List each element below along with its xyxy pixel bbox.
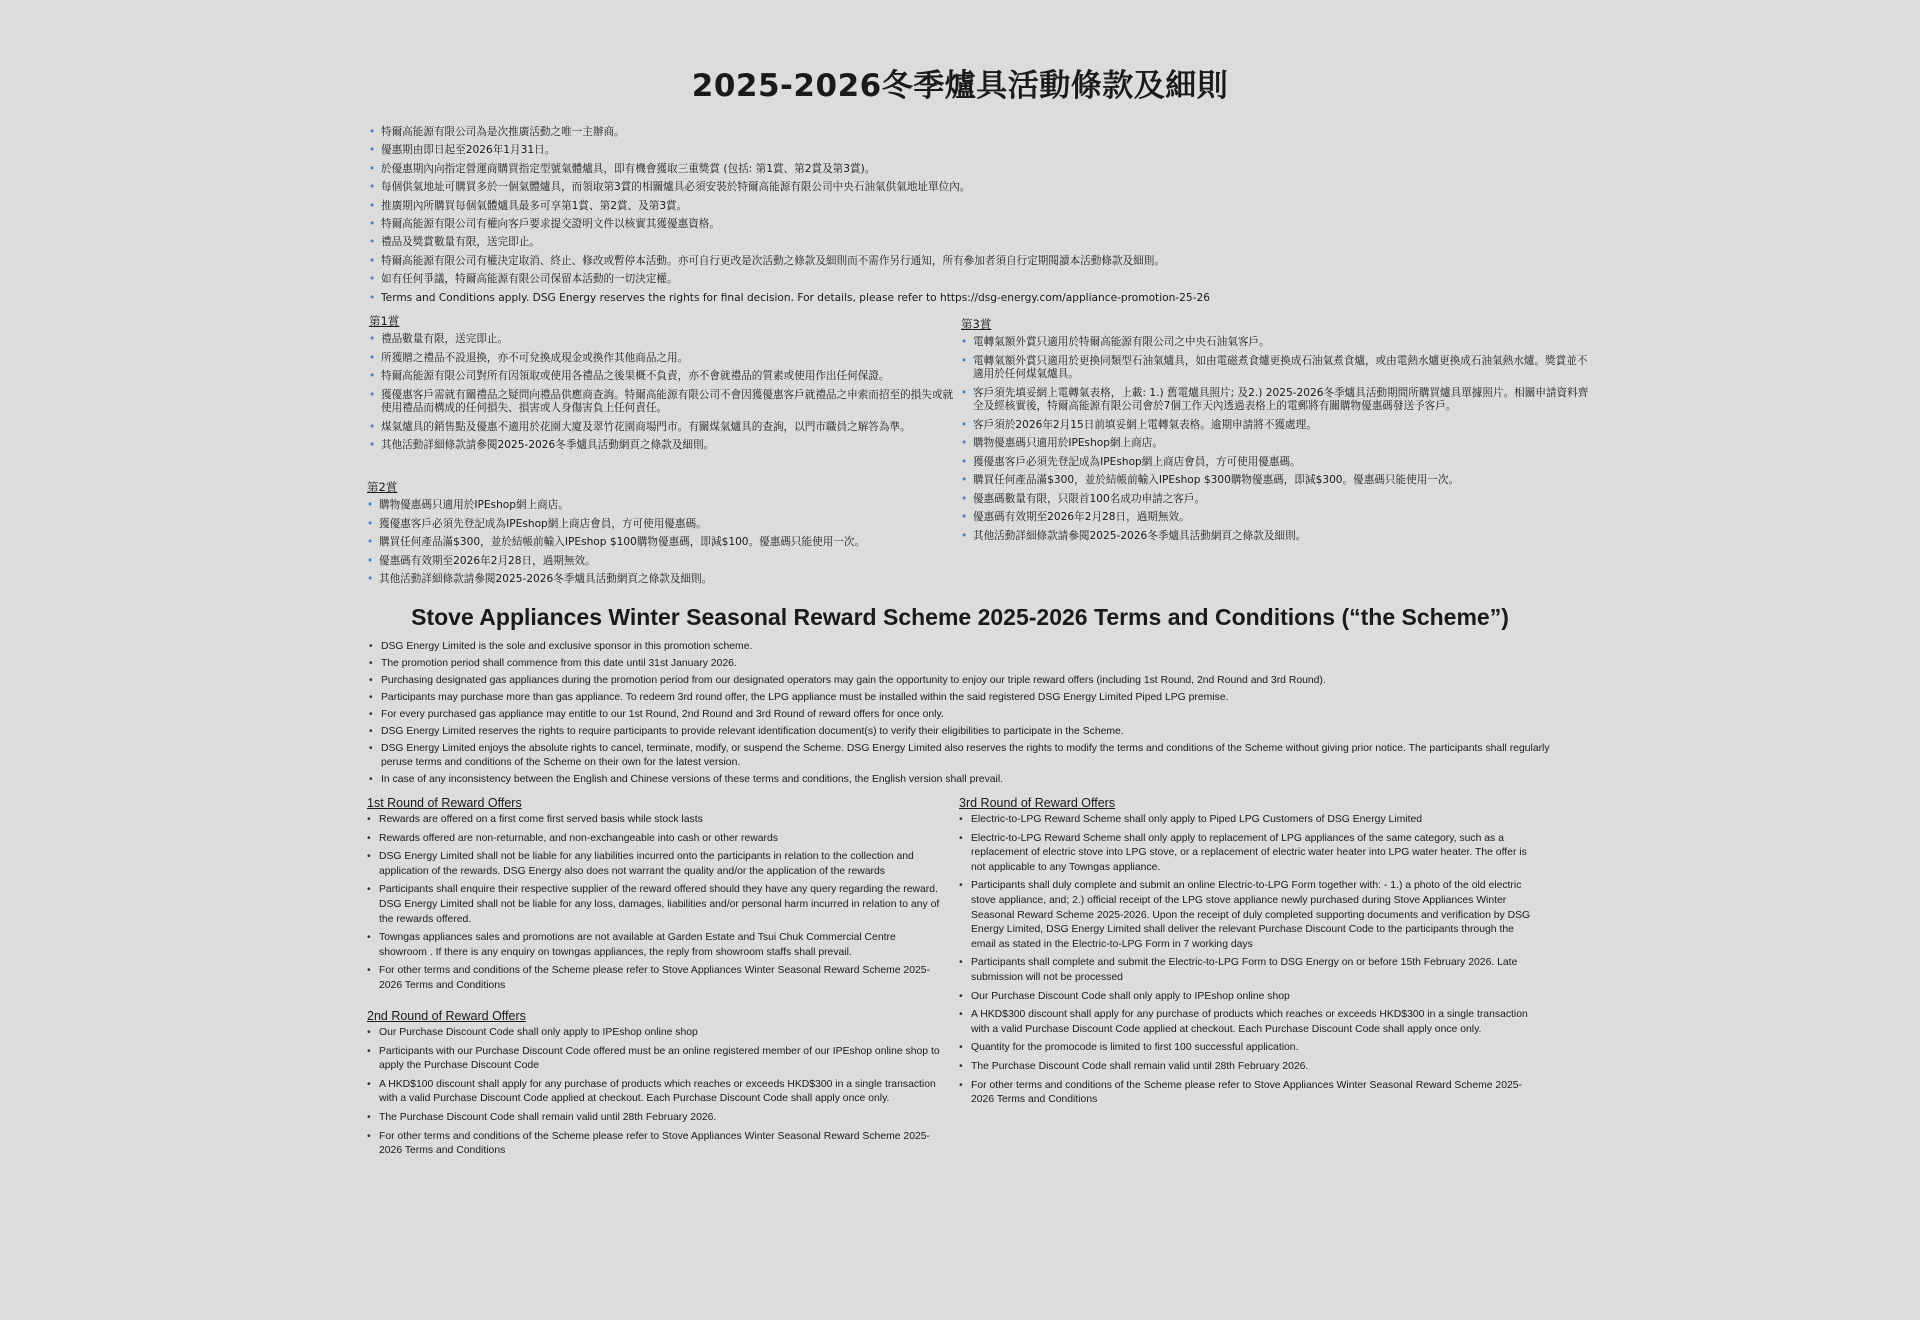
list-item: • 電轉氣額外賞只適用於更換同類型石油氣爐具，如由電磁煮食爐更換成石油氣煮食爐，或由電熱水爐更換成石油氣熱水爐。獎賞並不適用於任何煤氣爐具。 (961, 355, 1589, 382)
english-round2-heading: 2nd Round of Reward Offers (367, 1009, 526, 1023)
list-item: • 推廣期內所購買每個氣體爐具最多可享第1賞、第2賞、及第3賞。 (369, 197, 1589, 215)
list-item: • Our Purchase Discount Code shall only apply to IPEshop online shop (367, 1026, 943, 1041)
list-item: • 如有任何爭議，特爾高能源有限公司保留本活動的一切決定權。 (369, 270, 1589, 288)
list-item: • The Purchase Discount Code shall remain valid until 28th February 2026. (367, 1111, 943, 1126)
list-item: • Participants shall enquire their respective supplier of the reward offered should they have any query regarding the reward. DSG Energy Limited shall not be liable for any loss, damages, liabilities and/or personal harm incurred in relation to any of the rewards offered. (367, 883, 943, 927)
list-item: • For other terms and conditions of the Scheme please refer to Stove Appliances Winter Seasonal Reward Scheme 2025-2026 Terms and Conditions (959, 1079, 1535, 1108)
list-item: • Electric-to-LPG Reward Scheme shall only apply to Piped LPG Customers of DSG Energy Limited (959, 813, 1535, 828)
english-title: Stove Appliances Winter Seasonal Reward Scheme 2025-2026 Terms and Conditions (“the Scheme”) (411, 604, 1509, 630)
chinese-round3-heading: 第3賞 (961, 317, 992, 331)
list-item: • 電轉氣額外賞只適用於特爾高能源有限公司之中央石油氣客戶。 (961, 336, 1589, 350)
list-item: • Participants may purchase more than gas appliance. To redeem 3rd round offer, the LPG appliance must be installed within the said registered DSG Energy Limited Piped LPG premise. (369, 691, 1564, 705)
list-item: • Terms and Conditions apply. DSG Energy reserves the rights for final decision. For details, please refer to https://dsg-energy.com/appliance-promotion-25-26 (369, 289, 1589, 307)
list-item: • 禮品數量有限，送完即止。 (369, 333, 959, 347)
english-round3-section (959, 796, 1535, 1112)
english-general-terms (369, 640, 1564, 790)
chinese-title: 2025-2026冬季爐具活動條款及細則 (691, 68, 1229, 104)
list-item: • In case of any inconsistency between the English and Chinese versions of these terms and conditions, the English version shall prevail. (369, 773, 1564, 787)
english-round1-heading: 1st Round of Reward Offers (367, 796, 522, 810)
chinese-round2-section (367, 479, 957, 592)
chinese-round1-section (369, 313, 959, 458)
list-item: • 特爾高能源有限公司為是次推廣活動之唯一主辦商。 (369, 123, 1589, 141)
list-item: • For other terms and conditions of the Scheme please refer to Stove Appliances Winter Seasonal Reward Scheme 2025-2026 Terms and Conditions (367, 1130, 943, 1159)
list-item: • The promotion period shall commence from this date until 31st January 2026. (369, 657, 1564, 671)
chinese-round1-list (369, 333, 959, 453)
english-round2-section (367, 1009, 943, 1163)
list-item: • 優惠碼數量有限，只限首100名成功申請之客戶。 (961, 493, 1589, 507)
chinese-round2-heading: 第2賞 (367, 480, 398, 494)
list-item: • 特爾高能源有限公司有權決定取消、終止、修改或暫停本活動。亦可自行更改是次活動之條款及細則而不需作另行通知，所有參加者須自行定期閱讀本活動條款及細則。 (369, 252, 1589, 270)
english-round3-heading: 3rd Round of Reward Offers (959, 796, 1116, 810)
list-item: • Our Purchase Discount Code shall only apply to IPEshop online shop (959, 990, 1535, 1005)
list-item: • DSG Energy Limited shall not be liable for any liabilities incurred onto the participants in relation to the collection and application of the rewards. DSG Energy also does not warrant the quality and/or the application of the rewards (367, 850, 943, 879)
list-item: • 其他活動詳細條款請參閱2025-2026冬季爐具活動網頁之條款及細則。 (369, 439, 959, 453)
chinese-round3-section (961, 316, 1589, 548)
list-item: • 獲優惠客戶需就有關禮品之疑問向禮品供應商查詢。特爾高能源有限公司不會因獲優惠客戶就禮品之申索而招至的損失或就使用禮品而構成的任何損失、損害或人身傷害負上任何責任。 (369, 389, 959, 416)
list-item: • 禮品及獎賞數量有限，送完即止。 (369, 233, 1589, 251)
list-item: • For other terms and conditions of the Scheme please refer to Stove Appliances Winter Seasonal Reward Scheme 2025-2026 Terms and Conditions (367, 964, 943, 993)
list-item: • Quantity for the promocode is limited to first 100 successful application. (959, 1041, 1535, 1056)
list-item: • Rewards offered are non-returnable, and non-exchangeable into cash or other rewards (367, 832, 943, 847)
list-item: • DSG Energy Limited is the sole and exclusive sponsor in this promotion scheme. (369, 640, 1564, 654)
list-item: • 購買任何產品滿$300，並於結帳前輸入IPEshop $300購物優惠碼，即減$300。優惠碼只能使用一次。 (961, 474, 1589, 488)
list-item: • 客戶須先填妥網上電轉氣表格，上載: 1.) 舊電爐具照片; 及2.) 2025-2026冬季爐具活動期間所購買爐具單據照片。相關申請資料齊全及經核實後，特爾高能源有限公司會於7個工作天內透過表格上的電郵將有關購物優惠碼發送予客戶。 (961, 387, 1589, 414)
list-item: • 煤氣爐具的銷售點及優惠不適用於花園大廈及翠竹花園商場門市。有關煤氣爐具的查詢，以門市職員之解答為準。 (369, 421, 959, 435)
list-item: • 其他活動詳細條款請參閱2025-2026冬季爐具活動網頁之條款及細則。 (961, 530, 1589, 544)
list-item: • Participants with our Purchase Discount Code offered must be an online registered member of our IPEshop online shop to apply the Purchase Discount Code (367, 1045, 943, 1074)
list-item: • 其他活動詳細條款請參閱2025-2026冬季爐具活動網頁之條款及細則。 (367, 573, 957, 587)
list-item: • A HKD$100 discount shall apply for any purchase of products which reaches or exceeds HKD$300 in a single transaction with a valid Purchase Discount Code applied at checkout. Each Purchase Discount Code shall apply once only. (367, 1078, 943, 1107)
list-item: • Towngas appliances sales and promotions are not available at Garden Estate and Tsui Chuk Commercial Centre showroom . If there is any enquiry on towngas appliances, the reply from showroom staffs shall prevail. (367, 931, 943, 960)
list-item: • 優惠碼有效期至2026年2月28日，過期無效。 (961, 511, 1589, 525)
english-round2-list (367, 1026, 943, 1159)
list-item: • 優惠碼有效期至2026年2月28日，過期無效。 (367, 555, 957, 569)
list-item: • 購物優惠碼只適用於IPEshop網上商店。 (367, 499, 957, 513)
list-item: • Purchasing designated gas appliances during the promotion period from our designated operators may gain the opportunity to enjoy our triple reward offers (including 1st Round, 2nd Round and 3rd Round). (369, 674, 1564, 688)
list-item: • 特爾高能源有限公司有權向客戶要求提交證明文件以核實其獲優惠資格。 (369, 215, 1589, 233)
list-item: • A HKD$300 discount shall apply for any purchase of products which reaches or exceeds HKD$300 in a single transaction with a valid Purchase Discount Code applied at checkout. Each Purchase Discount Code shall apply once only. (959, 1008, 1535, 1037)
list-item: • DSG Energy Limited reserves the rights to require participants to provide relevant identification document(s) to verify their eligibilities to participate in the Scheme. (369, 725, 1564, 739)
list-item: • Participants shall complete and submit the Electric-to-LPG Form to DSG Energy on or before 15th February 2026. Late submission will not be processed (959, 956, 1535, 985)
list-item: • 於優惠期內向指定營運商購買指定型號氣體爐具，即有機會獲取三重獎賞 (包括: 第1賞、第2賞及第3賞)。 (369, 160, 1589, 178)
list-item: • Participants shall duly complete and submit an online Electric-to-LPG Form together with: - 1.) a photo of the old electric stove appliance, and; 2.) official receipt of the LPG stove appliance newly purchased during Stove Appliances Winter Seasonal Reward Scheme 2025-2026. Upon the receipt of duly completed supporting documents and verification by DSG Energy Limited, DSG Energy Limited shall deliver the relevant Purchase Discount Code to the participants through the email as stated in the Electric-to-LPG Form in 7 working days (959, 879, 1535, 952)
english-round1-list (367, 813, 943, 994)
list-item: • Electric-to-LPG Reward Scheme shall only apply to replacement of LPG appliances of the same category, such as a replacement of electric stove into LPG stove, or a replacement of electric water heater into LPG water heater. The offer is not applicable to any Towngas appliance. (959, 832, 1535, 876)
list-item: • 購物優惠碼只適用於IPEshop網上商店。 (961, 437, 1589, 451)
english-round1-section (367, 796, 943, 998)
list-item: • 優惠期由即日起至2026年1月31日。 (369, 141, 1589, 159)
list-item: • 獲優惠客戶必須先登記成為IPEshop網上商店會員，方可使用優惠碼。 (367, 518, 957, 532)
list-item: • The Purchase Discount Code shall remain valid until 28th February 2026. (959, 1060, 1535, 1075)
chinese-general-terms (369, 123, 1589, 307)
list-item: • 客戶須於2026年2月15日前填妥網上電轉氣表格。逾期申請將不獲處理。 (961, 419, 1589, 433)
list-item: • For every purchased gas appliance may entitle to our 1st Round, 2nd Round and 3rd Round of reward offers for once only. (369, 708, 1564, 722)
list-item: • DSG Energy Limited enjoys the absolute rights to cancel, terminate, modify, or suspend the Scheme. DSG Energy Limited also reserves the rights to modify the terms and conditions of the Scheme without giving prior notice. The participants shall regularly peruse terms and conditions of the Scheme on their own for the latest version. (369, 742, 1564, 769)
english-round3-list (959, 813, 1535, 1108)
list-item: • 每個供氣地址可購買多於一個氣體爐具，而領取第3賞的相關爐具必須安裝於特爾高能源有限公司中央石油氣供氣地址單位內。 (369, 178, 1589, 196)
list-item: • 獲優惠客戶必須先登記成為IPEshop網上商店會員，方可使用優惠碼。 (961, 456, 1589, 470)
chinese-round2-list (367, 499, 957, 587)
chinese-round3-list (961, 336, 1589, 543)
list-item: • Rewards are offered on a first come first served basis while stock lasts (367, 813, 943, 828)
list-item: • 特爾高能源有限公司對所有因領取或使用各禮品之後果概不負責，亦不會就禮品的質素或使用作出任何保證。 (369, 370, 959, 384)
list-item: • 購買任何產品滿$300，並於結帳前輸入IPEshop $100購物優惠碼，即減$100。優惠碼只能使用一次。 (367, 536, 957, 550)
list-item: • 所獲贈之禮品不設退換，亦不可兌換成現金或換作其他商品之用。 (369, 352, 959, 366)
chinese-round1-heading: 第1賞 (369, 314, 400, 328)
